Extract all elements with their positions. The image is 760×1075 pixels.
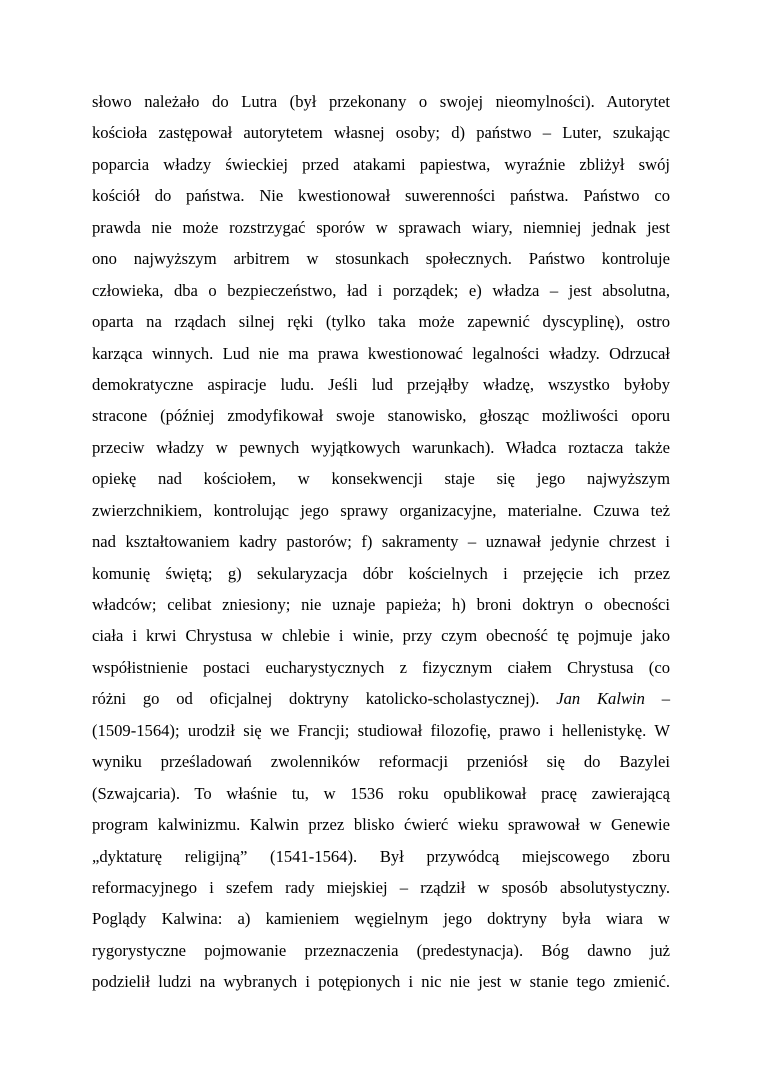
text-line: komunię świętą; g) sekularyzacja dóbr kościelnych i przejęcie ich przez — [92, 563, 670, 583]
text-line: demokratyczne aspiracje ludu. Jeśli lud przejąłby władzę, wszystko byłoby — [92, 374, 670, 394]
text-line: władców; celibat zniesiony; nie uznaje papieża; h) broni doktryn o obecności — [92, 595, 670, 614]
text-line: ono najwyższym arbitrem w stosunkach społecznych. Państwo kontroluje — [92, 249, 670, 269]
text-line: wyniku prześladowań zwolenników reformacji przeniósł się do Bazylei — [92, 752, 670, 772]
italic-name-jan-kalwin: Jan Kalwin — [556, 689, 645, 709]
text-line: podzielił ludzi na wybranych i potępionych i nic nie jest w stanie tego zmienić. — [92, 972, 670, 992]
text-line: karząca winnych. Lud nie ma prawa kwestionować legalności władzy. Odrzucał — [92, 343, 670, 363]
text-line: stracone (później zmodyfikował swoje stanowisko, głosząc możliwości oporu — [92, 406, 670, 426]
text-segment: – — [661, 689, 670, 709]
text-line: nad kształtowaniem kadry pastorów; f) sakramenty – uznawał jedynie chrzest i — [92, 532, 670, 552]
text-line: „dyktaturę religijną” (1541-1564). Był przywódcą miejscowego zboru — [92, 846, 670, 866]
text-line: ciała i krwi Chrystusa w chlebie i winie, przy czym obecność tę pojmuje jako — [92, 626, 670, 646]
text-line: opiekę nad kościołem, w konsekwencji staje się jego najwyższym — [92, 469, 670, 489]
text-line: kościoła zastępował autorytetem własnej osoby; d) państwo – Luter, szukając — [92, 123, 670, 143]
body-text — [92, 86, 670, 998]
text-line: poparcia władzy świeckiej przed atakami papiestwa, wyraźnie zbliżył swój — [92, 154, 670, 174]
text-line: (1509-1564); urodził się we Francji; studiował filozofię, prawo i hellenistykę. W — [92, 720, 670, 740]
text-segment: różni go od oficjalnej doktryny katolicko-scholastycznej). — [92, 689, 540, 709]
text-line: prawda nie może rozstrzygać sporów w sprawach wiary, niemniej jednak jest — [92, 217, 670, 237]
text-line: człowieka, dba o bezpieczeństwo, ład i porządek; e) władza – jest absolutna, — [92, 280, 670, 300]
text-line: reformacyjnego i szefem rady miejskiej – rządził w sposób absolutystyczny. — [92, 877, 670, 897]
text-line: Poglądy Kalwina: a) kamieniem węgielnym jego doktryny była wiara w — [92, 909, 670, 929]
text-line: przeciw władzy w pewnych wyjątkowych warunkach). Władca roztacza także — [92, 437, 670, 457]
text-line: współistnienie postaci eucharystycznych z fizycznym ciałem Chrystusa (co — [92, 657, 670, 677]
text-line-with-italic — [92, 683, 670, 714]
text-line: (Szwajcaria). To właśnie tu, w 1536 roku opublikował pracę zawierającą — [92, 783, 670, 803]
text-line: zwierzchnikiem, kontrolując jego sprawy organizacyjne, materialne. Czuwa też — [92, 500, 670, 520]
text-line: kościół do państwa. Nie kwestionował suwerenności państwa. Państwo co — [92, 186, 670, 206]
text-line: rygorystyczne pojmowanie przeznaczenia (predestynacja). Bóg dawno już — [92, 940, 670, 960]
text-line: oparta na rządach silnej ręki (tylko taka może zapewnić dyscyplinę), ostro — [92, 312, 670, 332]
text-line: program kalwinizmu. Kalwin przez blisko ćwierć wieku sprawował w Genewie — [92, 815, 670, 835]
text-line: słowo należało do Lutra (był przekonany o swojej nieomylności). Autorytet — [92, 92, 670, 111]
